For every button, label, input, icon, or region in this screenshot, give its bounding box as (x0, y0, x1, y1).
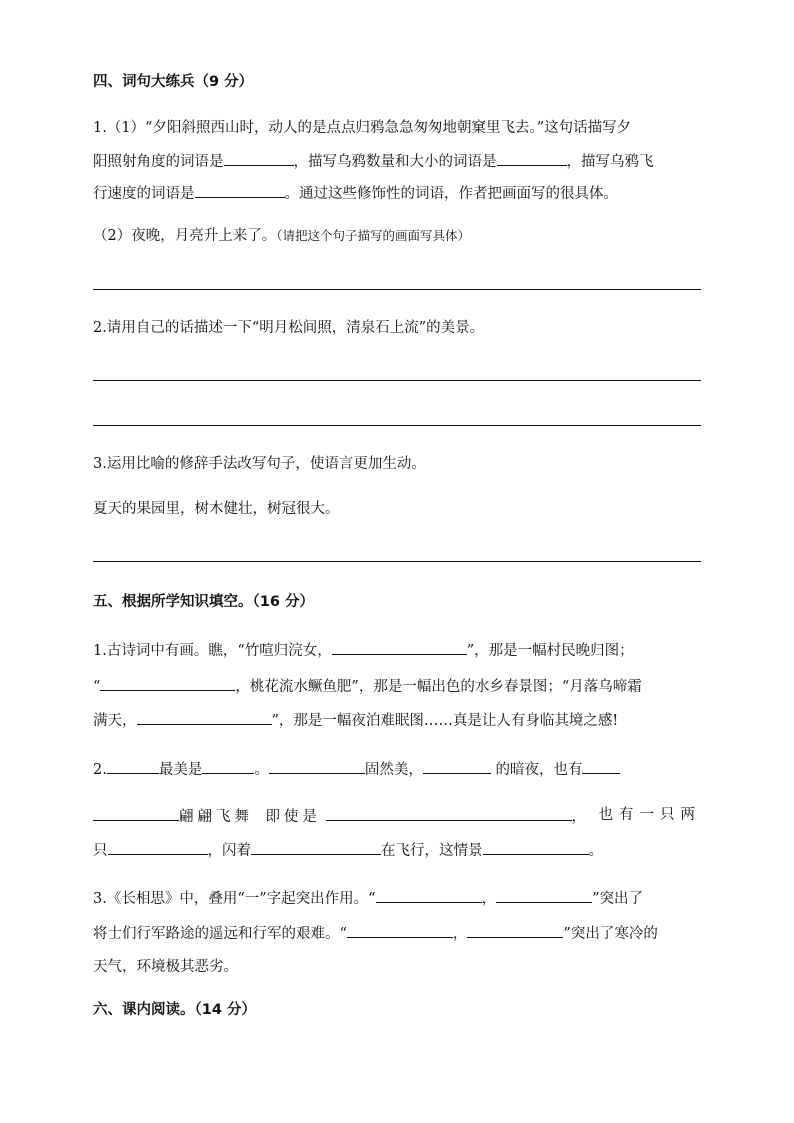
s5-q1-text: “ (93, 679, 101, 695)
s5-q2-text: 最美是 (158, 762, 203, 778)
section-4-heading: 四、词句大练兵（9 分） (93, 74, 254, 90)
s5-q2-text: 。 (254, 762, 269, 778)
s5-q3-text: 将士们行军路途的遥远和行军的艰难。“ (93, 926, 347, 942)
answer-blank[interactable] (326, 805, 572, 821)
s4-q1-part2-text: （2）夜晚，月亮升上来了。 (93, 228, 277, 244)
answer-blank[interactable] (224, 150, 294, 166)
s5-q3-line-3: 天气，环境极其恶劣。 (93, 959, 238, 975)
s5-q2-segment (93, 805, 253, 827)
answer-blank[interactable] (497, 150, 567, 166)
answer-blank[interactable] (483, 839, 589, 855)
s5-q2-text: ，闪着 (207, 843, 251, 859)
answer-line[interactable] (93, 289, 701, 290)
s4-q1-text: 阳照射角度的词语是 (93, 154, 224, 170)
s5-q1-line-2 (93, 675, 703, 697)
s5-q2-line-2 (93, 805, 703, 827)
s5-q3-text: ， (452, 926, 468, 942)
answer-blank[interactable] (100, 675, 235, 691)
answer-blank[interactable] (107, 758, 159, 774)
s5-q2-text: 。 (588, 843, 603, 859)
s5-q2-line-1 (93, 758, 703, 780)
s4-q1-part-2 (93, 226, 703, 246)
answer-blank[interactable] (347, 922, 453, 938)
s5-q2-text: 翩翩飞舞 (179, 809, 253, 825)
s5-q1-text: 满天， (93, 713, 137, 729)
answer-line[interactable] (93, 561, 701, 562)
s4-q3-line-1: 3.运用比喻的修辞手法改写句子，使语言更加生动。 (93, 456, 426, 472)
answer-blank[interactable] (108, 839, 208, 855)
s5-q2-text: 只 (93, 843, 108, 859)
s4-q1-text: 行速度的词语是 (93, 186, 195, 202)
s4-q1-text: ，描写乌鸦飞 (566, 154, 654, 170)
s4-q1-text: 。通过这些修饰性的词语，作者把画面写的很具体。 (284, 186, 618, 202)
s5-q3-text: ， (481, 891, 497, 907)
s5-q2-text: ， (571, 809, 587, 825)
answer-blank[interactable] (467, 922, 563, 938)
s5-q1-text: ，桃花流水鳜鱼肥”，那是一幅出色的水乡春景图；“月落乌啼霜 (235, 679, 642, 695)
s5-q3-text: ”突出了寒冷的 (563, 926, 658, 942)
answer-blank[interactable] (137, 709, 272, 725)
section-5-heading: 五、根据所学知识填空。（16 分） (93, 594, 314, 610)
s5-q2-line-2-row (93, 805, 701, 827)
answer-blank[interactable] (251, 839, 381, 855)
s4-q1-part2-note: （请把这个句子描写的画面写具体） (276, 228, 470, 243)
s4-q1-line-2 (93, 150, 703, 172)
s5-q2-text: 的暗夜，也有 (490, 762, 583, 778)
section-6-heading: 六、课内阅读。（14 分） (93, 1002, 256, 1018)
s5-q2-segment (265, 805, 586, 827)
s5-q2-line-3 (93, 839, 703, 861)
s4-q2-text: 2.请用自己的话描述一下“明月松间照，清泉石上流”的美景。 (93, 320, 485, 336)
s5-q1-text: ”，那是一幅夜泊难眠图……真是让人有身临其境之感! (271, 713, 619, 729)
s5-q1-text: ”，那是一幅村民晚归图； (466, 643, 634, 659)
answer-blank[interactable] (582, 758, 620, 774)
s5-q3-line-1 (93, 887, 703, 909)
answer-line[interactable] (93, 425, 701, 426)
s5-q3-text: 3.《长相思》中，叠用“一”字起突出作用。“ (93, 891, 376, 907)
s4-q1-line-1: 1.（1）“夕阳斜照西山时，动人的是点点归鸦急急匆匆地朝窠里飞去。”这句话描写夕 (93, 120, 632, 136)
s4-q3-line-2: 夏天的果园里，树木健壮，树冠很大。 (93, 501, 340, 517)
answer-blank[interactable] (332, 639, 467, 655)
s5-q1-text: 1.古诗词中有画。瞧，“竹喧归浣女， (93, 643, 332, 659)
answer-blank[interactable] (496, 887, 592, 903)
s5-q1-line-1 (93, 639, 703, 661)
answer-blank[interactable] (202, 758, 254, 774)
s5-q2-text: 即使是 (265, 809, 321, 825)
s5-q2-text: 固然美， (364, 762, 423, 778)
s4-q1-text: ，描写乌鸦数量和大小的词语是 (293, 154, 497, 170)
answer-blank[interactable] (376, 887, 482, 903)
s4-q1-line-3 (93, 182, 703, 204)
answer-blank[interactable] (269, 758, 365, 774)
s5-q2-text: 2. (93, 762, 107, 778)
s5-q3-text: ”突出了 (592, 891, 643, 907)
s5-q2-text: 在飞行，这情景 (381, 843, 483, 859)
answer-blank[interactable] (423, 758, 491, 774)
answer-blank[interactable] (195, 182, 285, 198)
s5-q1-line-3 (93, 709, 703, 731)
s5-q2-text: 也有一只两 (598, 807, 701, 823)
answer-line[interactable] (93, 380, 701, 381)
answer-blank[interactable] (93, 805, 179, 821)
s5-q3-line-2 (93, 922, 703, 944)
